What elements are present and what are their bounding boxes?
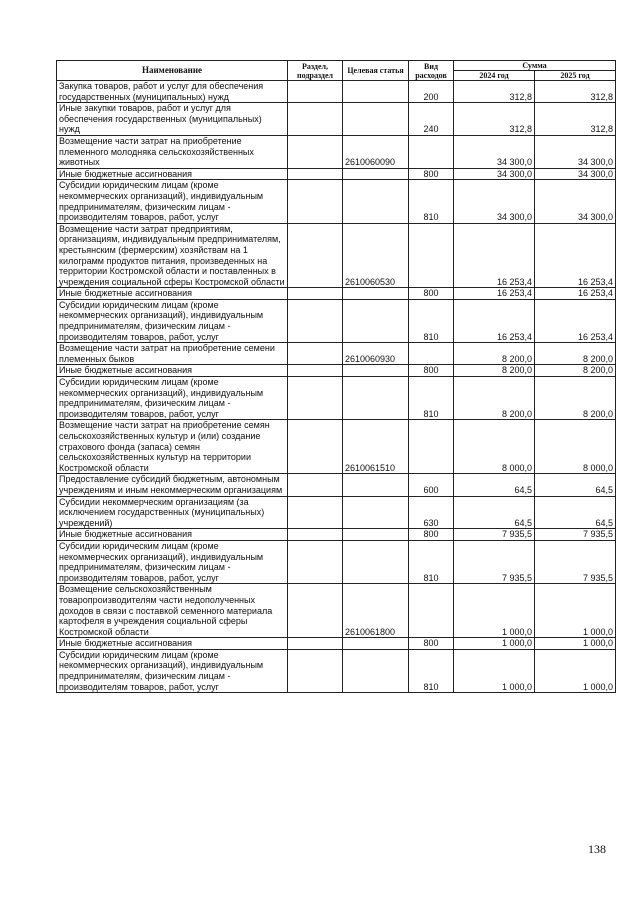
row-section <box>288 343 343 365</box>
row-section <box>288 638 343 650</box>
row-name: Иные бюджетные ассигнования <box>57 638 288 650</box>
row-section <box>288 584 343 638</box>
row-code: 2610061510 <box>343 420 409 474</box>
table-row <box>57 649 616 692</box>
row-sum-2024: 1 000,0 <box>454 584 535 638</box>
row-sum-2025: 16 253,4 <box>535 223 616 288</box>
table-row <box>57 180 616 223</box>
row-kind: 800 <box>409 168 454 180</box>
row-section <box>288 649 343 692</box>
row-code <box>343 180 409 223</box>
row-code <box>343 103 409 136</box>
header-year-2024: 2024 год <box>454 71 535 81</box>
row-name: Субсидии юридическим лицам (кроме некоммерческих организаций), индивидуальным предпринимателям, физическим лицам - производителям товаров, работ, услуг <box>57 180 288 223</box>
row-section <box>288 135 343 168</box>
row-section <box>288 474 343 496</box>
row-sum-2025: 312,8 <box>535 81 616 103</box>
row-sum-2025: 1 000,0 <box>535 638 616 650</box>
row-code <box>343 496 409 529</box>
row-kind <box>409 223 454 288</box>
row-code: 2610061800 <box>343 584 409 638</box>
row-code <box>343 377 409 420</box>
row-code <box>343 474 409 496</box>
table-row <box>57 496 616 529</box>
row-sum-2024: 7 935,5 <box>454 540 535 583</box>
row-sum-2024: 8 200,0 <box>454 377 535 420</box>
row-kind: 600 <box>409 474 454 496</box>
row-code <box>343 529 409 541</box>
table-row <box>57 377 616 420</box>
row-section <box>288 529 343 541</box>
row-kind <box>409 135 454 168</box>
row-sum-2024: 1 000,0 <box>454 649 535 692</box>
row-name: Иные бюджетные ассигнования <box>57 288 288 300</box>
row-code <box>343 168 409 180</box>
header-name: Наименование <box>57 61 288 81</box>
row-kind: 810 <box>409 377 454 420</box>
row-kind: 810 <box>409 180 454 223</box>
row-name: Иные закупки товаров, работ и услуг для обеспечения государственных (муниципальных) нужд <box>57 103 288 136</box>
row-sum-2024: 7 935,5 <box>454 529 535 541</box>
row-section <box>288 540 343 583</box>
row-sum-2025: 8 200,0 <box>535 377 616 420</box>
row-sum-2025: 16 253,4 <box>535 299 616 342</box>
row-name: Закупка товаров, работ и услуг для обеспечения государственных (муниципальных) нужд <box>57 81 288 103</box>
row-sum-2024: 312,8 <box>454 81 535 103</box>
row-sum-2024: 16 253,4 <box>454 288 535 300</box>
row-section <box>288 223 343 288</box>
row-section <box>288 299 343 342</box>
row-name: Субсидии юридическим лицам (кроме некоммерческих организаций), индивидуальным предпринимателям, физическим лицам - производителям товаров, работ, услуг <box>57 377 288 420</box>
row-section <box>288 180 343 223</box>
row-name: Возмещение части затрат на приобретение семени племенных быков <box>57 343 288 365</box>
row-kind: 800 <box>409 288 454 300</box>
row-sum-2024: 34 300,0 <box>454 180 535 223</box>
row-sum-2024: 34 300,0 <box>454 135 535 168</box>
table-row <box>57 223 616 288</box>
row-section <box>288 420 343 474</box>
row-code <box>343 81 409 103</box>
row-sum-2024: 16 253,4 <box>454 299 535 342</box>
row-code <box>343 365 409 377</box>
table-row <box>57 584 616 638</box>
row-kind: 800 <box>409 638 454 650</box>
row-name: Предоставление субсидий бюджетным, автономным учреждениям и иным некоммерческим организациям <box>57 474 288 496</box>
row-kind: 630 <box>409 496 454 529</box>
row-kind: 800 <box>409 529 454 541</box>
row-code <box>343 540 409 583</box>
row-name: Возмещение части затрат предприятиям, организациям, индивидуальным предпринимателям, крестьянским (фермерским) хозяйствам на 1 килограмм продуктов питания, произведенных на территории Костромской области и поставленных в учреждения социальной сферы Костромской области <box>57 223 288 288</box>
row-sum-2024: 8 000,0 <box>454 420 535 474</box>
row-sum-2025: 1 000,0 <box>535 649 616 692</box>
row-section <box>288 168 343 180</box>
table-row <box>57 365 616 377</box>
row-sum-2025: 64,5 <box>535 474 616 496</box>
row-section <box>288 365 343 377</box>
row-code: 2610060530 <box>343 223 409 288</box>
row-code: 2610060930 <box>343 343 409 365</box>
row-sum-2024: 8 200,0 <box>454 365 535 377</box>
row-sum-2024: 16 253,4 <box>454 223 535 288</box>
row-name: Субсидии юридическим лицам (кроме некоммерческих организаций), индивидуальным предпринимателям, физическим лицам - производителям товаров, работ, услуг <box>57 299 288 342</box>
header-year-2025: 2025 год <box>535 71 616 81</box>
row-sum-2025: 34 300,0 <box>535 168 616 180</box>
row-sum-2024: 8 200,0 <box>454 343 535 365</box>
header-section: Раздел, подраздел <box>288 61 343 81</box>
row-sum-2025: 7 935,5 <box>535 529 616 541</box>
row-sum-2025: 64,5 <box>535 496 616 529</box>
row-sum-2024: 34 300,0 <box>454 168 535 180</box>
table-row <box>57 420 616 474</box>
row-code <box>343 299 409 342</box>
row-sum-2025: 34 300,0 <box>535 135 616 168</box>
table-row <box>57 168 616 180</box>
row-code <box>343 649 409 692</box>
table-row <box>57 103 616 136</box>
row-sum-2025: 312,8 <box>535 103 616 136</box>
row-sum-2024: 64,5 <box>454 496 535 529</box>
table-row <box>57 474 616 496</box>
table-row <box>57 135 616 168</box>
row-name: Субсидии некоммерческим организациям (за исключением государственных (муниципальных) учреждений) <box>57 496 288 529</box>
table-row <box>57 529 616 541</box>
header-code: Целевая статья <box>343 61 409 81</box>
row-sum-2024: 312,8 <box>454 103 535 136</box>
row-section <box>288 288 343 300</box>
row-sum-2025: 8 200,0 <box>535 343 616 365</box>
table-row <box>57 540 616 583</box>
header-sum: Сумма <box>454 61 616 71</box>
table-row <box>57 299 616 342</box>
row-sum-2025: 7 935,5 <box>535 540 616 583</box>
row-section <box>288 81 343 103</box>
header-kind: Вид расходов <box>409 61 454 81</box>
row-name: Возмещение сельскохозяйственным товаропроизводителям части недополученных доходов в связи с поставкой семенного материала картофеля в учреждения социальной сферы Костромской области <box>57 584 288 638</box>
row-kind: 810 <box>409 649 454 692</box>
row-kind: 200 <box>409 81 454 103</box>
row-kind: 810 <box>409 299 454 342</box>
row-code <box>343 288 409 300</box>
row-kind <box>409 420 454 474</box>
row-sum-2025: 34 300,0 <box>535 180 616 223</box>
row-kind <box>409 584 454 638</box>
row-sum-2025: 1 000,0 <box>535 584 616 638</box>
table-header <box>57 61 616 81</box>
page-number: 138 <box>588 842 606 856</box>
row-sum-2024: 1 000,0 <box>454 638 535 650</box>
row-kind: 800 <box>409 365 454 377</box>
row-sum-2025: 8 200,0 <box>535 365 616 377</box>
row-sum-2025: 8 000,0 <box>535 420 616 474</box>
row-kind: 240 <box>409 103 454 136</box>
table-row <box>57 288 616 300</box>
row-name: Возмещение части затрат на приобретение племенного молодняка сельскохозяйственных животных <box>57 135 288 168</box>
table-row <box>57 81 616 103</box>
row-sum-2025: 16 253,4 <box>535 288 616 300</box>
table-row <box>57 343 616 365</box>
row-kind <box>409 343 454 365</box>
row-name: Возмещение части затрат на приобретение семян сельскохозяйственных культур и (или) создание страхового фонда (запаса) семян сельскохозяйственных культур на территории Костромской области <box>57 420 288 474</box>
table-body <box>57 81 616 693</box>
row-code: 2610060090 <box>343 135 409 168</box>
budget-table <box>56 60 616 693</box>
row-section <box>288 377 343 420</box>
row-code <box>343 638 409 650</box>
row-name: Иные бюджетные ассигнования <box>57 168 288 180</box>
row-name: Субсидии юридическим лицам (кроме некоммерческих организаций), индивидуальным предпринимателям, физическим лицам - производителям товаров, работ, услуг <box>57 649 288 692</box>
table-row <box>57 638 616 650</box>
row-section <box>288 496 343 529</box>
row-name: Иные бюджетные ассигнования <box>57 365 288 377</box>
row-section <box>288 103 343 136</box>
row-name: Субсидии юридическим лицам (кроме некоммерческих организаций), индивидуальным предпринимателям, физическим лицам - производителям товаров, работ, услуг <box>57 540 288 583</box>
row-name: Иные бюджетные ассигнования <box>57 529 288 541</box>
row-sum-2024: 64,5 <box>454 474 535 496</box>
row-kind: 810 <box>409 540 454 583</box>
